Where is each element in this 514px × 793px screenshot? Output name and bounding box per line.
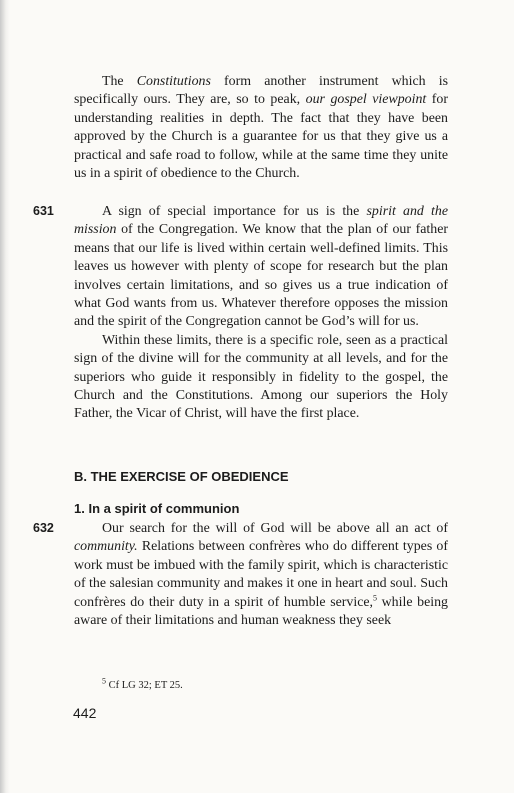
text-span: Our search for the will of God will be above all an act of [102,521,448,536]
footnote [102,676,183,691]
emphasis-constitutions: Constitutions [136,74,211,89]
text-span: form another instrument which is specifically ours. They are, so to peak, [74,74,448,108]
paragraph-constitutions [74,73,448,183]
text-span: of the Congregation. We know that the plan of our father means that our life is lived within certain well-defined limits. This leaves us however with plenty of scope for research but the plan involves certain limitations, and so gives us a true indication of what God wants from us. Whatever therefore opposes the mission and the spirit of the Congregation cannot be God’s will for us. [74,222,448,330]
subsection-heading-1: 1. In a spirit of communion [74,501,240,516]
margin-number-632: 632 [33,521,54,535]
emphasis-gospel-viewpoint: our gospel viewpoint [305,92,427,108]
paragraph-632 [74,520,448,630]
text-span: The [102,74,137,89]
text-span: A sign of special importance for us is the [102,204,367,219]
margin-number-631: 631 [33,204,54,218]
footnote-reference: 5 [373,593,377,602]
text-span: Relations between confrères who do different types of work must be imbued with the family spirit, which is characteristic of the salesian community and makes it one in heart and soul. Such confrères do their duty in a spirit of humble service, [74,539,448,610]
section-heading-b: B. THE EXERCISE OF OBEDIENCE [74,469,289,484]
emphasis-spirit-mission: spirit and the mission [74,204,448,238]
footnote-text: Cf LG 32; ET 25. [106,680,183,691]
footnote-mark: 5 [102,676,106,686]
text-span: for understanding realities in depth. The fact that they have been approved by the Church is a guarantee for us that they give us a practical and safe road to follow, while at the same time they unite us in a spirit of obedience to the Church. [74,92,449,182]
emphasis-community: community. [74,539,138,555]
page-number: 442 [73,705,97,721]
text-span: while being aware of their limitations and human weakness they seek [74,594,448,629]
paragraph-within-limits: Within these limits, there is a specific role, seen as a practical sign of the divine will for the community at all levels, and for the superiors who guide it responsibly in fidelity to the gospel, the Church and the Constitutions. Among our superiors the Holy Father, the Vicar of Christ, will have the first place. [74,332,448,422]
paragraph-631 [74,203,448,424]
page-edge-shadow [0,0,10,793]
